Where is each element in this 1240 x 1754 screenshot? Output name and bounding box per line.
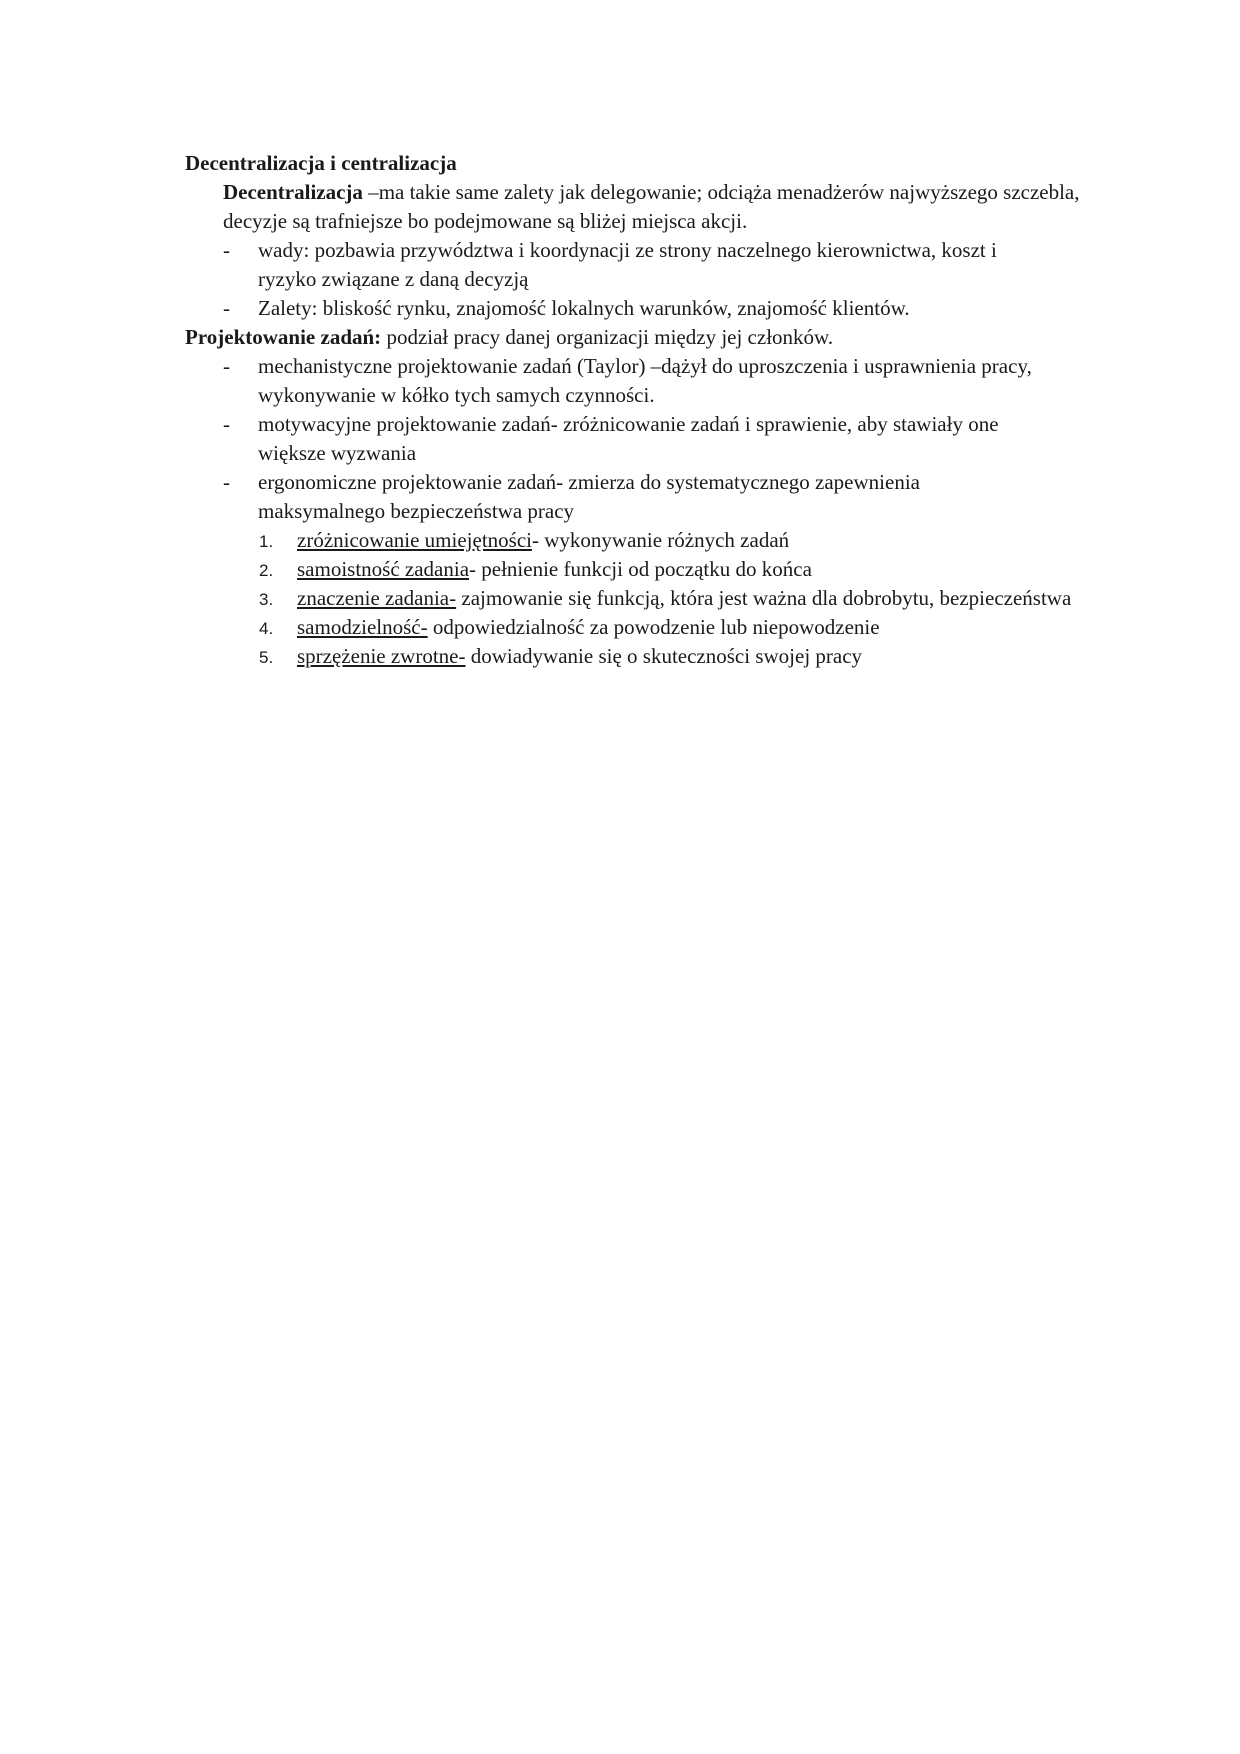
dash-marker: - — [223, 354, 230, 378]
feature-text: odpowiedzialność za powodzenie lub niepowodzenie — [427, 615, 880, 639]
item-number: 4. — [259, 619, 274, 638]
document-title: Decentralizacja i centralizacja — [185, 151, 457, 175]
list-item-mechanistyczne — [185, 352, 1048, 410]
list-item-text: Zalety: bliskość rynku, znajomość lokalnych warunków, znajomość klientów. — [258, 296, 910, 320]
numbered-item-3 — [185, 584, 1087, 613]
list-item-text: wady: pozbawia przywództwa i koordynacji ze strony naczelnego kierownictwa, koszt i ryzyko związane z daną decyzją — [258, 238, 997, 291]
list-item-wady — [185, 236, 1048, 294]
decentralizacja-paragraph — [223, 178, 1085, 236]
feature-term: zróżnicowanie umiejętności — [297, 528, 532, 552]
feature-text: - pełnienie funkcji od początku do końca — [469, 557, 812, 581]
dash-marker: - — [223, 470, 230, 494]
dash-marker: - — [223, 238, 230, 262]
feature-term: znaczenie zadania- — [297, 586, 457, 610]
projektowanie-term: Projektowanie zadań: — [185, 325, 382, 349]
list-item-ergonomiczne — [185, 468, 1048, 526]
item-number: 1. — [259, 532, 274, 551]
list-item-motywacyjne — [185, 410, 1048, 468]
feature-text: zajmowanie się funkcją, która jest ważna dla dobrobytu, bezpieczeństwa — [456, 586, 1072, 610]
numbered-item-2 — [185, 555, 1087, 584]
decentralizacja-term: Decentralizacja — [223, 180, 363, 204]
feature-term: samodzielność- — [297, 615, 428, 639]
feature-text: dowiadywanie się o skuteczności swojej pracy — [465, 644, 863, 668]
dash-marker: - — [223, 296, 230, 320]
numbered-item-4 — [185, 613, 1087, 642]
item-number: 5. — [259, 648, 274, 667]
dash-marker: - — [223, 412, 230, 436]
projektowanie-text: podział pracy danej organizacji między jej członków. — [381, 325, 834, 349]
numbered-item-5 — [185, 642, 1087, 671]
projektowanie-paragraph — [185, 323, 1085, 352]
feature-term: samoistność zadania — [297, 557, 470, 581]
list-item-text: motywacyjne projektowanie zadań- zróżnicowanie zadań i sprawienie, aby stawiały one większe wyzwania — [258, 412, 999, 465]
list-item-text: mechanistyczne projektowanie zadań (Taylor) –dążył do uproszczenia i usprawnienia pracy, wykonywanie w kółko tych samych czynności. — [258, 354, 1032, 407]
feature-term: sprzężenie zwrotne- — [297, 644, 466, 668]
feature-text: - wykonywanie różnych zadań — [532, 528, 790, 552]
document-content — [185, 149, 1085, 671]
list-item-zalety — [185, 294, 1048, 323]
item-number: 3. — [259, 590, 274, 609]
decentralizacja-text: –ma takie same zalety jak delegowanie; odciąża menadżerów najwyższego szczebla, decyzje są trafniejsze bo podejmowane są bliżej miejsca akcji. — [223, 180, 1080, 233]
numbered-item-1 — [185, 526, 1087, 555]
list-item-text: ergonomiczne projektowanie zadań- zmierza do systematycznego zapewnienia maksymalnego bezpieczeństwa pracy — [258, 470, 920, 523]
item-number: 2. — [259, 561, 274, 580]
